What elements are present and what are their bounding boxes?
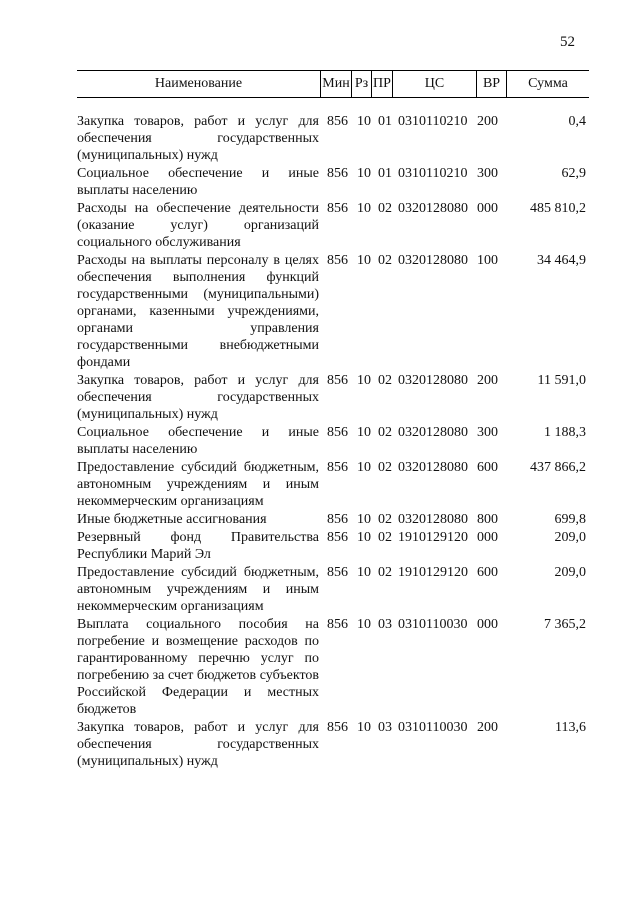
table-row (77, 459, 589, 510)
row-vr: 200 (477, 114, 498, 129)
row-rz: 10 (357, 201, 371, 216)
table-body (77, 113, 589, 771)
row-pr: 02 (378, 512, 392, 527)
page-number: 52 (560, 34, 575, 50)
row-min: 856 (327, 373, 348, 388)
row-min: 856 (327, 460, 348, 475)
header-cs: ЦС (392, 71, 476, 97)
row-sum: 699,8 (554, 512, 586, 527)
row-rz: 10 (357, 720, 371, 735)
row-min: 856 (327, 617, 348, 632)
row-pr: 02 (378, 565, 392, 580)
row-name: Социальное обеспечение и иные выплаты населению (77, 166, 319, 198)
row-sum: 209,0 (554, 530, 586, 545)
row-sum: 485 810,2 (530, 201, 586, 216)
row-cs: 0320128080 (398, 460, 468, 475)
row-cs: 0320128080 (398, 512, 468, 527)
row-name: Предоставление субсидий бюджетным, автономным учреждениям и иным некоммерческим организациям (77, 565, 319, 614)
row-cs: 0320128080 (398, 253, 468, 268)
row-cs: 0320128080 (398, 201, 468, 216)
header-pr: ПР (371, 71, 392, 97)
row-cs: 1910129120 (398, 565, 468, 580)
row-rz: 10 (357, 166, 371, 181)
row-rz: 10 (357, 530, 371, 545)
row-sum: 437 866,2 (530, 460, 586, 475)
row-min: 856 (327, 114, 348, 129)
row-rz: 10 (357, 460, 371, 475)
row-rz: 10 (357, 253, 371, 268)
row-sum: 1 188,3 (544, 425, 586, 440)
row-vr: 200 (477, 720, 498, 735)
row-vr: 000 (477, 617, 498, 632)
row-sum: 34 464,9 (537, 253, 586, 268)
header-rz: Рз (351, 71, 371, 97)
row-sum: 113,6 (555, 720, 586, 735)
row-sum: 62,9 (561, 166, 586, 181)
row-rz: 10 (357, 565, 371, 580)
row-rz: 10 (357, 512, 371, 527)
row-rz: 10 (357, 425, 371, 440)
row-vr: 600 (477, 460, 498, 475)
header-name: Наименование (154, 76, 243, 91)
row-sum: 209,0 (554, 565, 586, 580)
table-row (77, 200, 589, 251)
row-cs: 0310110030 (398, 617, 468, 632)
row-vr: 300 (477, 425, 498, 440)
row-cs: 0310110210 (398, 114, 468, 129)
table-row (77, 719, 589, 770)
row-sum: 7 365,2 (544, 617, 586, 632)
row-name: Социальное обеспечение и иные выплаты населению (77, 425, 319, 457)
row-pr: 02 (378, 460, 392, 475)
row-name: Закупка товаров, работ и услуг для обеспечения государственных (муниципальных) нужд (77, 720, 319, 769)
header-vr: ВР (476, 71, 506, 97)
table-row (77, 511, 589, 528)
row-name: Иные бюджетные ассигнования (77, 512, 267, 527)
row-vr: 600 (477, 565, 498, 580)
table-row (77, 113, 589, 164)
row-min: 856 (327, 530, 348, 545)
table-row (77, 252, 589, 371)
row-min: 856 (327, 166, 348, 181)
row-pr: 01 (378, 166, 392, 181)
row-cs: 0320128080 (398, 373, 468, 388)
table-row (77, 616, 589, 718)
row-name: Расходы на обеспечение деятельности (оказание услуг) организаций социального обслуживания (77, 201, 319, 250)
row-vr: 000 (477, 201, 498, 216)
row-pr: 02 (378, 425, 392, 440)
row-cs: 0310110210 (398, 166, 468, 181)
row-rz: 10 (357, 373, 371, 388)
table-row (77, 165, 589, 199)
row-name: Закупка товаров, работ и услуг для обеспечения государственных (муниципальных) нужд (77, 373, 319, 422)
header-min: Мин (320, 71, 351, 97)
row-pr: 03 (378, 720, 392, 735)
table-row (77, 372, 589, 423)
row-pr: 01 (378, 114, 392, 129)
row-name: Резервный фонд Правительства Республики Марий Эл (77, 530, 319, 562)
row-min: 856 (327, 720, 348, 735)
row-rz: 10 (357, 617, 371, 632)
row-name: Закупка товаров, работ и услуг для обеспечения государственных (муниципальных) нужд (77, 114, 319, 163)
row-pr: 02 (378, 253, 392, 268)
row-min: 856 (327, 253, 348, 268)
table-row (77, 564, 589, 615)
table-row (77, 529, 589, 563)
row-min: 856 (327, 512, 348, 527)
row-vr: 100 (477, 253, 498, 268)
header-sum: Сумма (506, 71, 589, 97)
row-vr: 000 (477, 530, 498, 545)
row-pr: 03 (378, 617, 392, 632)
row-sum: 0,4 (568, 114, 586, 129)
row-pr: 02 (378, 201, 392, 216)
row-name: Расходы на выплаты персоналу в целях обеспечения выполнения функций государственными (муниципальными) органами, казенными учреждениями, органами управления государственными внебюджетными фондами (77, 253, 319, 370)
table-header (77, 70, 589, 98)
row-pr: 02 (378, 530, 392, 545)
table-row (77, 424, 589, 458)
row-cs: 0310110030 (398, 720, 468, 735)
row-cs: 1910129120 (398, 530, 468, 545)
row-name: Выплата социального пособия на погребение и возмещение расходов по гарантированному перечню услуг по погребению за счет бюджетов субъектов Российской Федерации и местных бюджетов (77, 617, 319, 717)
row-cs: 0320128080 (398, 425, 468, 440)
row-vr: 200 (477, 373, 498, 388)
row-min: 856 (327, 201, 348, 216)
row-vr: 300 (477, 166, 498, 181)
row-min: 856 (327, 425, 348, 440)
row-name: Предоставление субсидий бюджетным, автономным учреждениям и иным некоммерческим организациям (77, 460, 319, 509)
row-pr: 02 (378, 373, 392, 388)
row-rz: 10 (357, 114, 371, 129)
row-vr: 800 (477, 512, 498, 527)
row-min: 856 (327, 565, 348, 580)
row-sum: 11 591,0 (537, 373, 586, 388)
